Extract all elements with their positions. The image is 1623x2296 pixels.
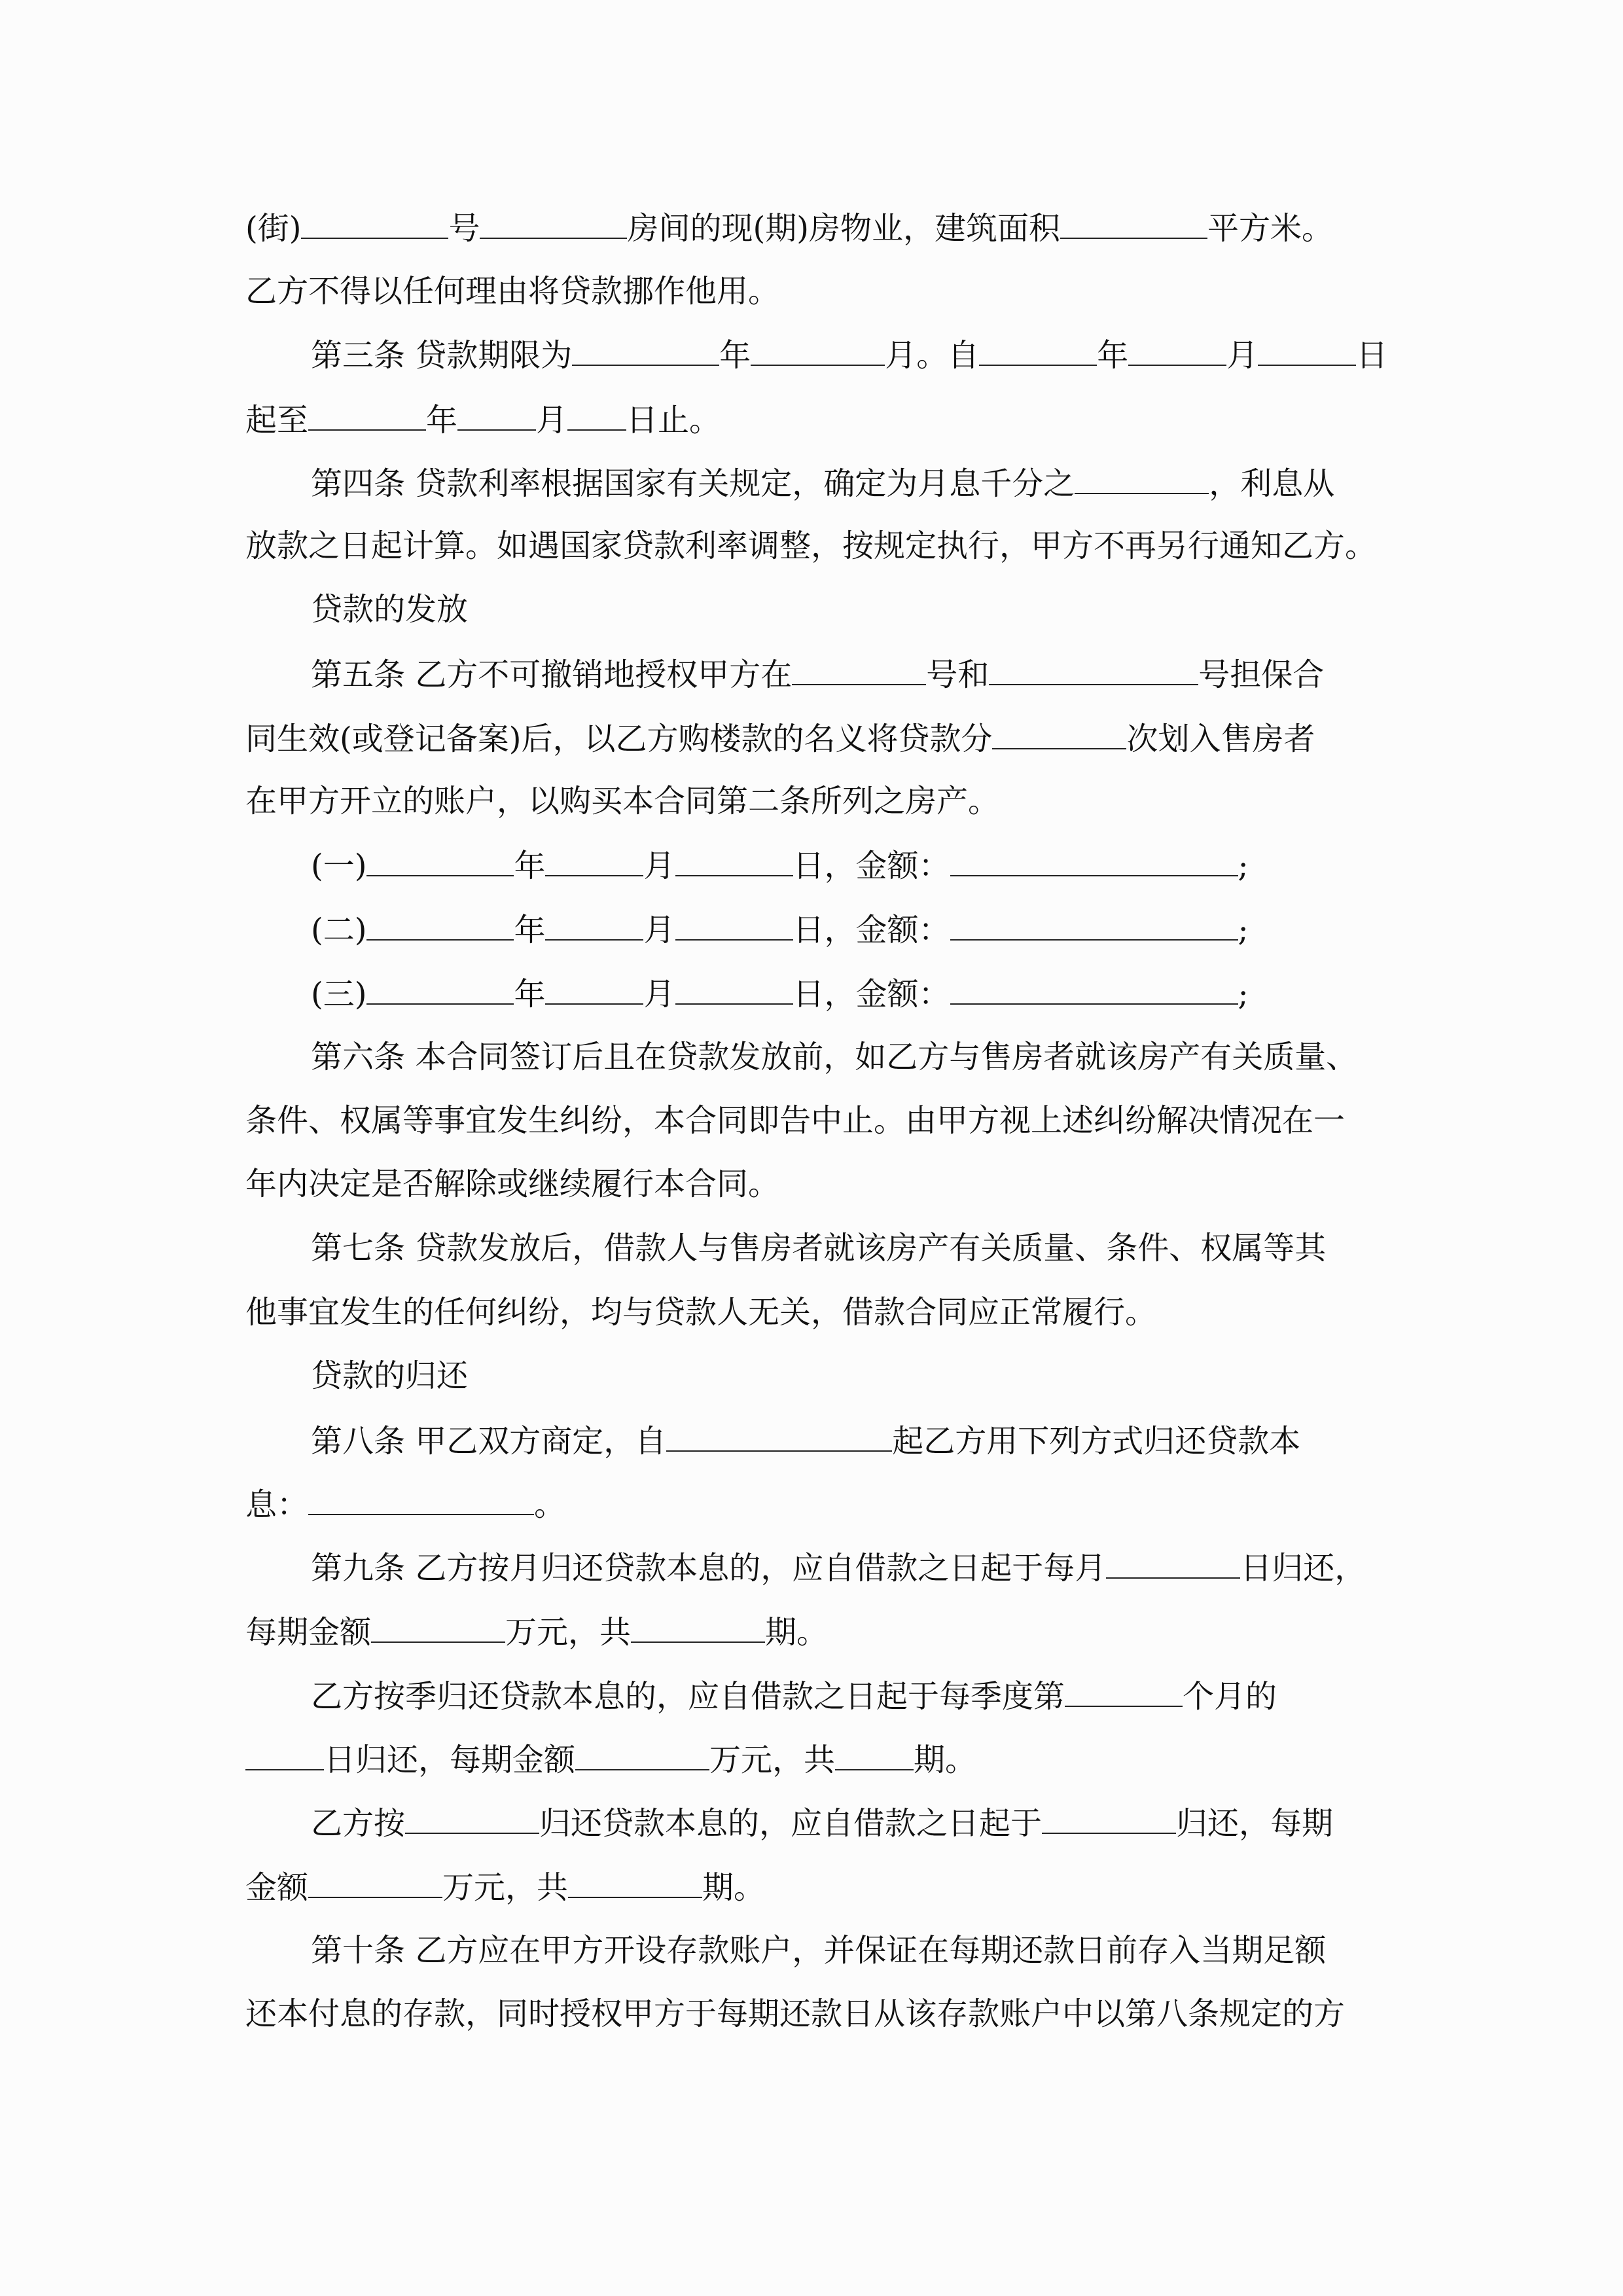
text-segment: 月	[1226, 337, 1258, 374]
text-segment: ;	[1238, 848, 1249, 884]
text-segment: 月	[643, 912, 675, 948]
text-line	[245, 1293, 1156, 1332]
fill-in-blank[interactable]	[1106, 1547, 1240, 1579]
text-segment: 第十条 乙方应在甲方开设存款账户，并保证在每期还款日前存入当期足额	[311, 1932, 1327, 1969]
fill-in-blank[interactable]	[245, 1739, 324, 1770]
text-segment: 乙方按季归还贷款本息的，应自借款之日起于每季度第	[311, 1678, 1065, 1715]
month-blank[interactable]	[545, 845, 643, 876]
fill-in-blank[interactable]	[979, 334, 1097, 366]
text-segment: 月。自	[885, 337, 980, 374]
fill-in-blank[interactable]	[751, 334, 885, 366]
text-segment: 他事宜发生的任何纠纷，均与贷款人无关，借款合同应正常履行。	[245, 1294, 1157, 1331]
text-line	[245, 718, 1315, 757]
article-6-line	[311, 1037, 1357, 1077]
text-segment: 年	[514, 912, 546, 948]
installment-line-3	[311, 973, 1249, 1013]
section-heading-repayment	[311, 1356, 468, 1395]
text-segment: 万元，共	[505, 1614, 632, 1651]
text-segment: 年	[719, 337, 751, 374]
fill-in-blank[interactable]	[989, 654, 1198, 685]
text-segment: 同生效(或登记备案)后，以乙方购楼款的名义将贷款分	[245, 721, 993, 757]
text-segment: 息：	[245, 1486, 309, 1523]
text-segment: 年	[514, 976, 546, 1013]
text-segment: 月	[643, 976, 675, 1013]
fill-in-blank[interactable]	[480, 207, 627, 239]
text-line	[245, 1611, 828, 1651]
section-heading: 贷款的发放	[311, 591, 469, 628]
fill-in-blank[interactable]	[666, 1420, 892, 1452]
fill-in-blank[interactable]	[1042, 1803, 1176, 1834]
fill-in-blank[interactable]	[575, 1739, 709, 1770]
text-segment: (街)	[245, 210, 302, 247]
text-line	[245, 1101, 1345, 1140]
text-segment: 日归还，	[1240, 1550, 1366, 1587]
text-segment: ;	[1238, 912, 1249, 948]
text-segment: 平方米。	[1207, 210, 1333, 247]
text-segment: 起至	[245, 402, 309, 439]
text-segment: 乙方不得以任何理由将贷款挪作他用。	[245, 273, 780, 310]
article-5-line	[311, 654, 1324, 693]
section-heading: 贷款的归还	[311, 1357, 469, 1394]
text-segment: 期。	[765, 1614, 829, 1651]
year-blank[interactable]	[366, 845, 514, 876]
text-segment: ，利息从	[1209, 465, 1335, 502]
text-segment: (二)	[311, 912, 367, 948]
custom-period-line	[311, 1803, 1333, 1842]
article-7-line	[311, 1229, 1326, 1268]
text-line	[245, 1867, 765, 1906]
text-line	[245, 526, 1376, 565]
fill-in-blank[interactable]	[568, 1867, 702, 1898]
text-segment: 月	[643, 848, 675, 884]
fill-in-blank[interactable]	[371, 1611, 505, 1643]
text-segment: 条件、权属等事宜发生纠纷，本合同即告中止。由甲方视上述纠纷解决情况在一	[245, 1102, 1346, 1139]
text-segment: 次划入售房者	[1126, 721, 1315, 757]
fill-in-blank[interactable]	[1128, 334, 1226, 366]
fill-in-blank[interactable]	[405, 1803, 539, 1834]
text-segment: 万元，共	[442, 1869, 569, 1906]
article-8-line	[311, 1420, 1300, 1460]
text-segment: 金额	[245, 1869, 309, 1906]
text-segment: 日归还，每期金额	[324, 1742, 576, 1778]
text-segment: 起乙方用下列方式归还贷款本	[892, 1423, 1301, 1460]
fill-in-blank[interactable]	[1065, 1676, 1183, 1707]
text-segment: 第六条 本合同签订后且在贷款发放前，如乙方与售房者就该房产有关质量、	[311, 1039, 1358, 1075]
text-segment: ;	[1238, 976, 1249, 1013]
fill-in-blank[interactable]	[308, 399, 426, 431]
text-segment: 年	[1097, 337, 1129, 374]
text-segment: 万元，共	[709, 1742, 836, 1778]
article-9-line	[311, 1547, 1366, 1587]
article-10-line	[311, 1931, 1326, 1970]
text-line	[245, 781, 999, 821]
text-segment: 第四条 贷款利率根据国家有关规定，确定为月息千分之	[311, 465, 1075, 502]
section-heading-disbursement	[311, 590, 468, 629]
text-line	[245, 399, 721, 439]
text-segment: (三)	[311, 976, 367, 1013]
fill-in-blank[interactable]	[1075, 463, 1209, 494]
month-blank[interactable]	[545, 909, 643, 941]
amount-blank[interactable]	[950, 845, 1238, 876]
fill-in-blank[interactable]	[308, 1484, 534, 1515]
text-segment: 房间的现(期)房物业，建筑面积	[627, 210, 1060, 247]
text-line	[245, 1739, 976, 1778]
text-segment: 日止。	[626, 402, 721, 439]
text-segment: 归还，每期	[1176, 1805, 1334, 1842]
fill-in-blank[interactable]	[572, 334, 719, 366]
day-blank[interactable]	[675, 909, 793, 941]
text-segment: 第九条 乙方按月归还贷款本息的，应自借款之日起于每月	[311, 1550, 1107, 1587]
fill-in-blank[interactable]	[1060, 207, 1207, 239]
text-line	[245, 207, 1333, 247]
fill-in-blank[interactable]	[631, 1611, 765, 1643]
fill-in-blank[interactable]	[792, 654, 926, 685]
text-segment: (一)	[311, 848, 367, 884]
fill-in-blank[interactable]	[308, 1867, 442, 1898]
year-blank[interactable]	[366, 909, 514, 941]
text-segment: 乙方按	[311, 1805, 406, 1842]
text-segment: 号和	[926, 656, 990, 693]
text-segment: 日，金额：	[793, 976, 950, 1013]
amount-blank[interactable]	[950, 973, 1238, 1005]
text-segment: 期。	[702, 1869, 766, 1906]
text-segment: 归还贷款本息的，应自借款之日起于	[539, 1805, 1043, 1842]
amount-blank[interactable]	[950, 909, 1238, 941]
text-line	[245, 1484, 565, 1523]
fill-in-blank[interactable]	[992, 718, 1126, 749]
text-line	[245, 1164, 779, 1204]
text-segment: 在甲方开立的账户，以购买本合同第二条所列之房产。	[245, 783, 1000, 819]
month-blank[interactable]	[545, 973, 643, 1005]
text-segment: 号担保合	[1198, 656, 1325, 693]
text-segment: 第三条 贷款期限为	[311, 337, 573, 374]
fill-in-blank[interactable]	[567, 399, 626, 431]
text-line	[245, 1994, 1345, 2034]
text-segment: 年内决定是否解除或继续履行本合同。	[245, 1166, 780, 1202]
installment-line-1	[311, 845, 1249, 884]
quarterly-line	[311, 1676, 1277, 1715]
year-blank[interactable]	[366, 973, 514, 1005]
article-3-line	[311, 334, 1387, 374]
day-blank[interactable]	[675, 845, 793, 876]
text-segment: 期。	[914, 1742, 977, 1778]
text-segment: 放款之日起计算。如遇国家贷款利率调整，按规定执行，甲方不再另行通知乙方。	[245, 528, 1377, 564]
day-blank[interactable]	[675, 973, 793, 1005]
text-segment: 月	[536, 402, 568, 439]
text-segment: 第五条 乙方不可撤销地授权甲方在	[311, 656, 793, 693]
text-line	[245, 272, 779, 311]
text-segment: 第八条 甲乙双方商定，自	[311, 1423, 667, 1460]
text-segment: 还本付息的存款，同时授权甲方于每期还款日从该存款账户中以第八条规定的方	[245, 1996, 1346, 2032]
fill-in-blank[interactable]	[835, 1739, 914, 1770]
text-segment: 日，金额：	[793, 912, 950, 948]
article-4-line	[311, 463, 1334, 502]
text-segment: 每期金额	[245, 1614, 372, 1651]
text-segment: 年	[426, 402, 458, 439]
text-segment: 日，金额：	[793, 848, 950, 884]
installment-line-2	[311, 909, 1249, 948]
text-segment: 第七条 贷款发放后，借款人与售房者就该房产有关质量、条件、权属等其	[311, 1230, 1327, 1266]
text-segment: 个月的	[1183, 1678, 1277, 1715]
text-segment: 日	[1356, 337, 1388, 374]
fill-in-blank[interactable]	[457, 399, 536, 431]
text-segment: 号	[448, 210, 480, 247]
text-segment: 年	[514, 848, 546, 884]
text-segment: 。	[534, 1486, 566, 1523]
fill-in-blank[interactable]	[301, 207, 448, 239]
fill-in-blank[interactable]	[1258, 334, 1356, 366]
